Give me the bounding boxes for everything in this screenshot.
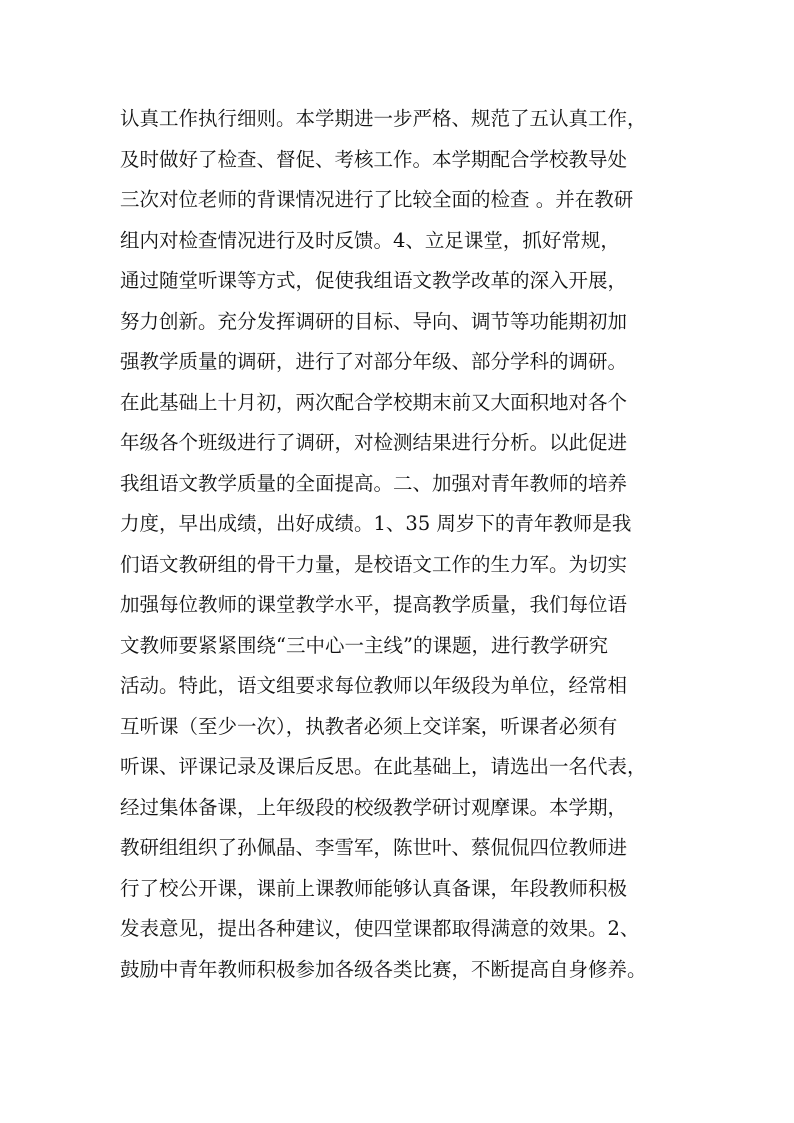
text-line: 力度，早出成绩，出好成绩。1、35 周岁下的青年教师是我 [120,512,632,535]
text-line: 听课、评课记录及课后反思。在此基础上，请选出一名代表， [120,755,647,778]
text-line: 认真工作执行细则。本学期进一步严格、规范了五认真工作， [120,107,647,130]
text-line: 通过随堂听课等方式，促使我组语文教学改革的深入开展， [120,269,628,292]
text-line: 加强每位教师的课堂教学水平，提高教学质量，我们每位语 [120,593,628,616]
text-line: 在此基础上十月初，两次配合学校期末前又大面积地对各个 [120,390,628,414]
text-line: 互听课（至少一次），执教者必须上交详案，听课者必须有 [120,714,618,738]
text-line: 组内对检查情况进行及时反馈。4、立足课堂，抓好常规， [120,228,620,252]
text-line: 活动。特此，语文组要求每位教师以年级段为单位，经常相 [120,674,628,697]
text-line: 文教师要紧紧围绕“三中心一主线”的课题，进行教学研究 [120,633,608,657]
text-line: 们语文教研组的骨干力量，是校语文工作的生力军。为切实 [120,552,628,576]
text-line: 发表意见，提出各种建议，使四堂课都取得满意的效果。2、 [120,917,640,940]
text-line: 年级各个班级进行了调研，对检测结果进行分析。以此促进 [120,431,628,454]
text-line: 教研组组织了孙佩晶、李雪军，陈世叶、蔡侃侃四位教师进 [120,836,628,859]
text-line: 强教学质量的调研，进行了对部分年级、部分学科的调研。 [120,350,628,373]
text-line: 行了校公开课，课前上课教师能够认真备课，年段教师积极 [120,876,628,900]
text-line: 努力创新。充分发挥调研的目标、导向、调节等功能期初加 [120,309,628,333]
text-line: 三次对位老师的背课情况进行了比较全面的检查 。并在教研 [120,188,634,211]
text-line: 鼓励中青年教师积极参加各级各类比赛，不断提高自身修养。 [120,957,647,981]
body-text [120,99,690,990]
text-line: 经过集体备课，上年级段的校级教学研讨观摩课。本学期， [120,795,628,819]
text-line: 及时做好了检查、督促、考核工作。本学期配合学校教导处 [120,147,628,171]
text-line: 我组语文教学质量的全面提高。二、加强对青年教师的培养 [120,471,628,495]
